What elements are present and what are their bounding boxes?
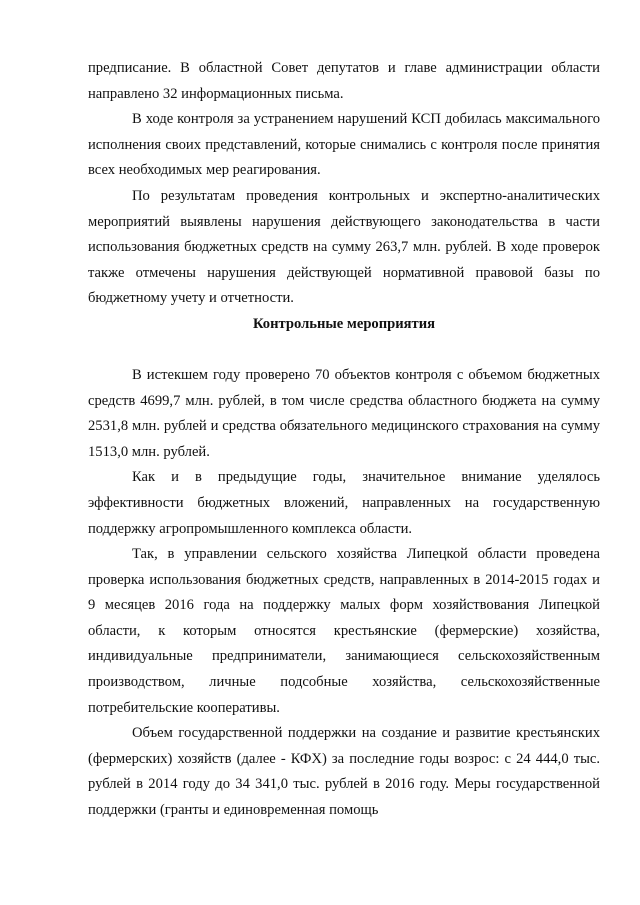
paragraph-control-results: В ходе контроля за устранением нарушений КСП добилась максимального исполнения своих представлений, которые снимались с контроля после принятия всех необходимых мер реагирования. <box>88 111 600 179</box>
paragraph-farm-support-volume: Объем государственной поддержки на создание и развитие крестьянских (фермерских) хозяйств (далее - КФХ) за последние годы возрос: с 24 444,0 тыс. рублей в 2014 году до 34 341,0 тыс. рублей в 2016 году. Меры государственной поддержки (гранты и единовременная помощь <box>88 725 600 819</box>
paragraph-violations: По результатам проведения контрольных и экспертно-аналитических мероприятий выявлены нарушения действующего законодательства в части использования бюджетных средств на сумму 263,7 млн. рублей. В ходе проверок также отмечены нарушения действующей нормативной правовой базы по бюджетному учету и отчетности. <box>88 187 600 307</box>
section-heading: Контрольные мероприятия <box>252 315 436 332</box>
paragraph-agro-support: Как и в предыдущие годы, значительное внимание уделялось эффективности бюджетных вложений, направленных на государственную поддержку агропромышленного комплекса области. <box>88 469 600 537</box>
paragraph-agriculture-audit: Так, в управлении сельского хозяйства Липецкой области проведена проверка использования бюджетных средств, направленных в 2014-2015 годах и 9 месяцев 2016 года на поддержку малых форм хозяйствования Липецкой области, к которым относятся крестьянские (фермерские) хозяйства, индивидуальные предприниматели, занимающиеся сельскохозяйственным производством, личные подсобные хозяйства, сельскохозяйственные потребительские кооперативы. <box>88 546 600 716</box>
paragraph-objects-checked: В истекшем году проверено 70 объектов контроля с объемом бюджетных средств 4699,7 млн. рублей, в том числе средства областного бюджета на сумму 2531,8 млн. рублей и средства обязательного медицинского страхования на сумму 1513,0 млн. рублей. <box>88 366 600 460</box>
paragraph-continuation: предписание. В областной Совет депутатов и главе администрации области направлено 32 информационных письма. <box>88 60 600 102</box>
